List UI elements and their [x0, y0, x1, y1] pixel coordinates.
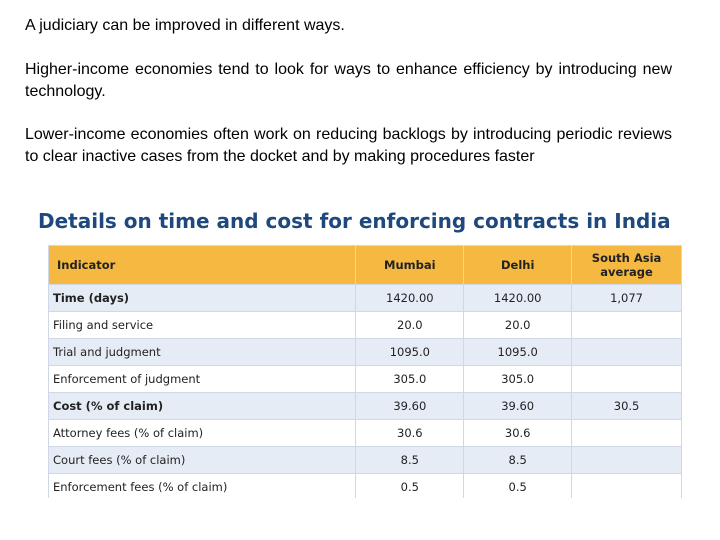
indicator-cell: Time (days) [49, 285, 356, 312]
indicator-cell: Attorney fees (% of claim) [49, 420, 356, 447]
mumbai-cell: 20.0 [356, 312, 464, 339]
table-row [49, 366, 682, 393]
table-row [49, 420, 682, 447]
south-asia-cell [572, 366, 682, 393]
delhi-cell: 8.5 [464, 447, 572, 474]
page-bottom-margin [0, 498, 720, 540]
mumbai-cell: 30.6 [356, 420, 464, 447]
mumbai-cell: 305.0 [356, 366, 464, 393]
table-row [49, 312, 682, 339]
header-south-asia: South Asia average [572, 246, 682, 285]
paragraph-lower-income: Lower-income economies often work on reducing backlogs by introducing periodic reviews to clear inactive cases from the docket and by making procedures faster [25, 126, 672, 165]
mumbai-cell: 1095.0 [356, 339, 464, 366]
header-delhi: Delhi [464, 246, 572, 285]
south-asia-cell: 30.5 [572, 393, 682, 420]
south-asia-cell [572, 474, 682, 501]
mumbai-cell: 1420.00 [356, 285, 464, 312]
mumbai-cell: 8.5 [356, 447, 464, 474]
delhi-cell: 39.60 [464, 393, 572, 420]
south-asia-cell [572, 447, 682, 474]
table-row [49, 285, 682, 312]
paragraph-intro: A judiciary can be improved in different ways. [25, 17, 345, 34]
south-asia-cell: 1,077 [572, 285, 682, 312]
mumbai-cell: 0.5 [356, 474, 464, 501]
delhi-cell: 30.6 [464, 420, 572, 447]
table-row [49, 339, 682, 366]
table-header-row [49, 246, 682, 285]
south-asia-cell [572, 312, 682, 339]
table-row [49, 474, 682, 501]
table-title: Details on time and cost for enforcing contracts in India [38, 209, 671, 233]
south-asia-cell [572, 339, 682, 366]
delhi-cell: 305.0 [464, 366, 572, 393]
table-row [49, 447, 682, 474]
indicator-cell: Cost (% of claim) [49, 393, 356, 420]
delhi-cell: 20.0 [464, 312, 572, 339]
indicator-cell: Enforcement of judgment [49, 366, 356, 393]
indicator-cell: Filing and service [49, 312, 356, 339]
paragraph-higher-income: Higher-income economies tend to look for ways to enhance efficiency by introducing new technology. [25, 61, 672, 100]
indicator-cell: Enforcement fees (% of claim) [49, 474, 356, 501]
delhi-cell: 1420.00 [464, 285, 572, 312]
header-indicator: Indicator [49, 246, 356, 285]
table-row [49, 393, 682, 420]
south-asia-cell [572, 420, 682, 447]
delhi-cell: 0.5 [464, 474, 572, 501]
delhi-cell: 1095.0 [464, 339, 572, 366]
header-mumbai: Mumbai [356, 246, 464, 285]
indicator-cell: Trial and judgment [49, 339, 356, 366]
mumbai-cell: 39.60 [356, 393, 464, 420]
indicator-cell: Court fees (% of claim) [49, 447, 356, 474]
contracts-table [48, 245, 682, 501]
